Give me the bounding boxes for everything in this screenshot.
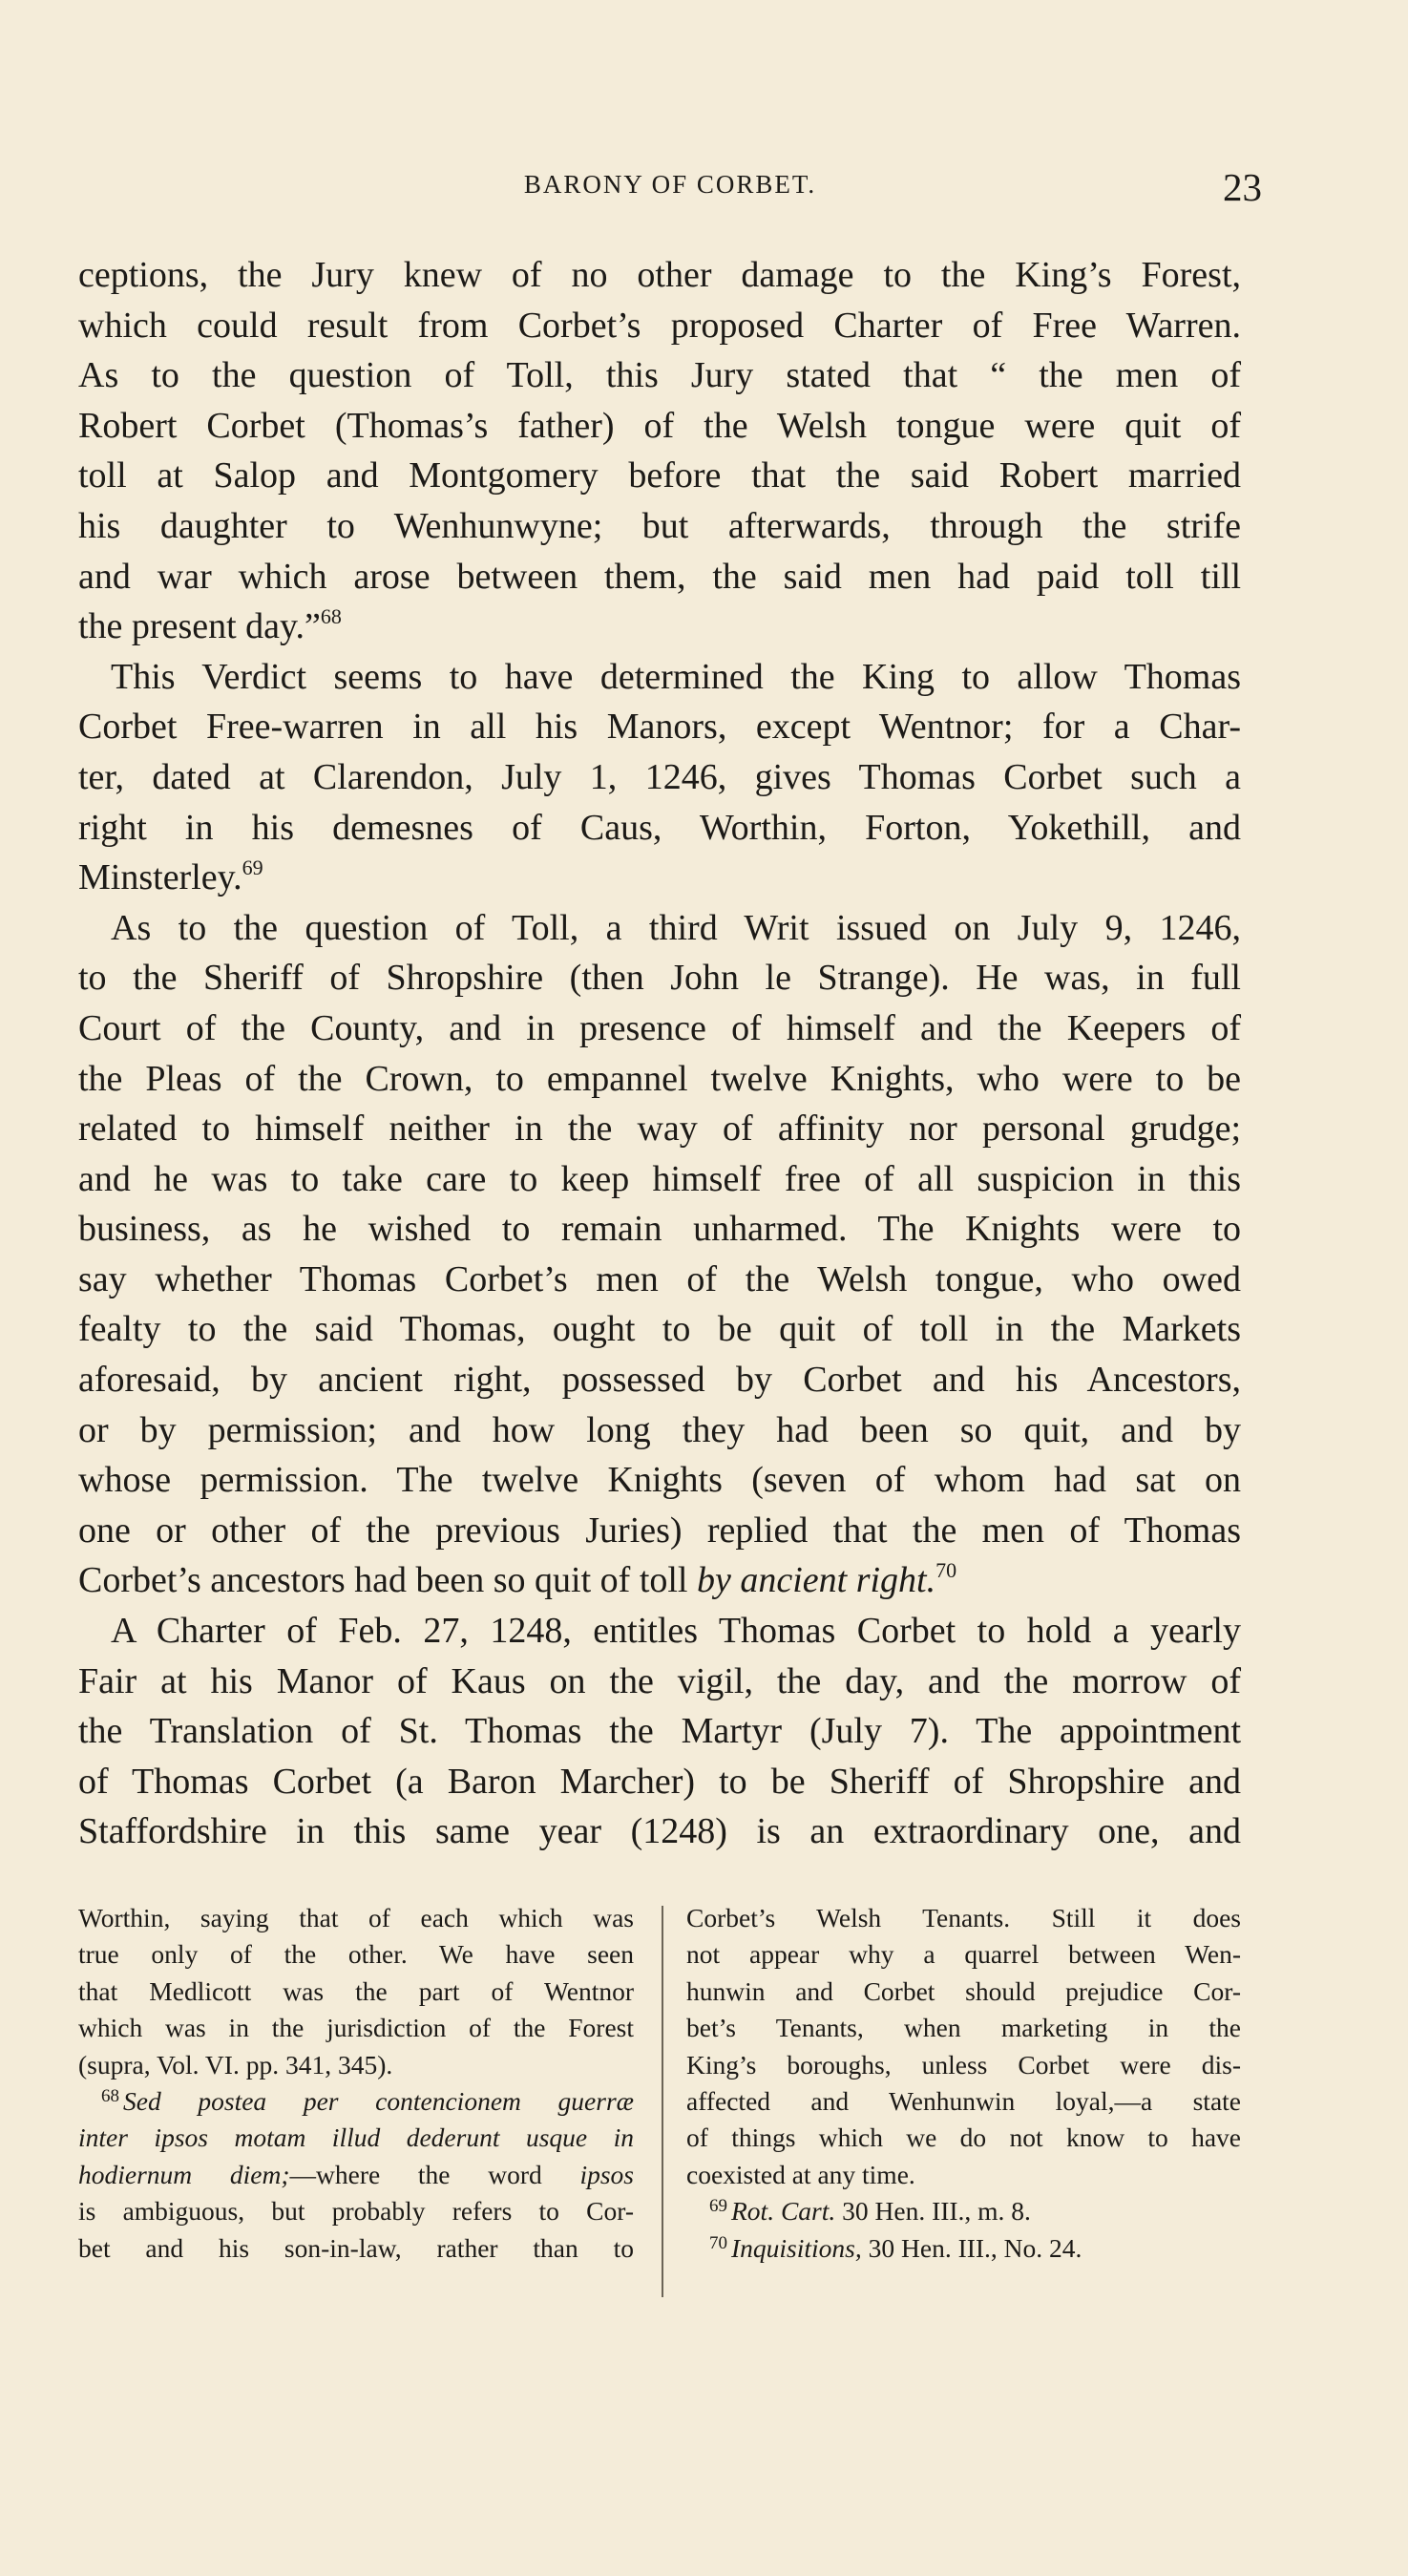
footnote-line: not appear why a quarrel between Wen-: [686, 1939, 1241, 1970]
footnote-line: $^{70}$ Inquisitions, 30 Hen. III., No. 24.: [709, 2232, 1082, 2263]
text-line: As to the question of Toll, this Jury stated that “ the men of: [78, 355, 1241, 396]
text-line: ceptions, the Jury knew of no other damage to the King’s Forest,: [78, 255, 1241, 295]
text-line: toll at Salop and Montgomery before that the said Robert married: [78, 455, 1241, 496]
text-line: or by permission; and how long they had been so quit, and by: [78, 1409, 1241, 1450]
running-title: BARONY OF CORBET.: [523, 170, 817, 199]
main-text: [78, 250, 1241, 1857]
footnote-line: $^{69}$ Rot. Cart. 30 Hen. III., m. 8.: [709, 2196, 1031, 2227]
text-line: Robert Corbet (Thomas’s father) of the Welsh tongue were quit of: [78, 405, 1241, 446]
text-line: say whether Thomas Corbet’s men of the Welsh tongue, who owed: [78, 1258, 1241, 1299]
running-head: [78, 164, 1262, 212]
text-line: ter, dated at Clarendon, July 1, 1246, gives Thomas Corbet such a: [78, 756, 1241, 797]
italic-phrase: by ancient right.: [697, 1560, 936, 1601]
text-line: Staffordshire in this same year (1248) is an extraordinary one, and: [78, 1811, 1241, 1852]
footnote-line: true only of the other. We have seen: [78, 1939, 634, 1970]
footnote-ref: 69: [242, 855, 263, 880]
footnotes: [78, 1900, 1241, 2330]
footnote-line: Corbet’s Welsh Tenants. Still it does: [686, 1903, 1241, 1932]
text-line: his daughter to Wenhunwyne; but afterwards, through the strife: [78, 505, 1241, 546]
text-line: Corbet Free-warren in all his Manors, except Wentnor; for a Char-: [78, 707, 1241, 748]
text-line: which could result from Corbet’s proposed Charter of Free Warren.: [78, 305, 1241, 346]
footnote-ref: 68: [320, 604, 342, 629]
footnote-line: hunwin and Corbet should prejudice Cor-: [686, 1975, 1241, 2006]
text-line: right in his demesnes of Caus, Worthin, Forton, Yokethill, and: [78, 807, 1241, 848]
footnote-line: hodiernum diem;—where the word ipsos: [78, 2159, 634, 2189]
text-line: one or other of the previous Juries) replied that the men of Thomas: [78, 1510, 1241, 1551]
text-line: Minsterley.$^{69}$: [78, 855, 263, 898]
text-line: As to the question of Toll, a third Writ issued on July 9, 1246,: [111, 907, 1241, 948]
text-line: Court of the County, and in presence of himself and the Keepers of: [78, 1007, 1241, 1048]
footnote-divider: [662, 1906, 663, 2297]
footnote-line: bet’s Tenants, when marketing in the: [686, 2013, 1241, 2043]
text-line: whose permission. The twelve Knights (seven of whom had sat on: [78, 1460, 1241, 1501]
footnote-line: (supra, Vol. VI. pp. 341, 345).: [78, 2049, 393, 2080]
text-line: the Translation of St. Thomas the Martyr (July 7). The appointment: [78, 1711, 1241, 1752]
text-line: Fair at his Manor of Kaus on the vigil, the day, and the morrow of: [78, 1660, 1241, 1701]
footnote-line: inter ipsos motam illud dederunt usque in: [78, 2122, 634, 2153]
text-line: business, as he wished to remain unharmed. The Knights were to: [78, 1209, 1241, 1250]
footnote-number: 70: [709, 2232, 727, 2253]
text-line: the present day.”$^{68}$: [78, 604, 342, 647]
footnote-column-right: [686, 1900, 1241, 2267]
page-number: 23: [1223, 165, 1262, 209]
footnote-line: Worthin, saying that of each which was: [78, 1903, 634, 1932]
footnote-number: 69: [709, 2196, 727, 2217]
text-line: the Pleas of the Crown, to empannel twelve Knights, who were to be: [78, 1058, 1241, 1099]
text-line: of Thomas Corbet (a Baron Marcher) to be Sheriff of Shropshire and: [78, 1761, 1241, 1802]
footnote-line: bet and his son-in-law, rather than to: [78, 2232, 634, 2263]
footnote-line: that Medlicott was the part of Wentnor: [78, 1975, 634, 2006]
footnote-column-left: [78, 1900, 634, 2267]
text-line: and he was to take care to keep himself free of all suspicion in this: [78, 1158, 1241, 1199]
footnote-ref: 70: [935, 1558, 957, 1583]
footnote-line: is ambiguous, but probably refers to Cor-: [78, 2196, 634, 2227]
footnote-line: of things which we do not know to have: [686, 2122, 1241, 2153]
text-line: and war which arose between them, the said men had paid toll till: [78, 556, 1241, 597]
text-line: related to himself neither in the way of affinity nor personal grudge;: [78, 1109, 1241, 1150]
text-line: to the Sheriff of Shropshire (then John le Strange). He was, in full: [78, 958, 1241, 999]
footnote-line: which was in the jurisdiction of the Forest: [78, 2013, 634, 2043]
text-line: fealty to the said Thomas, ought to be quit of toll in the Markets: [78, 1309, 1241, 1350]
footnote-number: 68: [101, 2085, 119, 2106]
text-line: This Verdict seems to have determined the King to allow Thomas: [111, 656, 1241, 697]
footnote-line: coexisted at any time.: [686, 2159, 915, 2189]
text-line: A Charter of Feb. 27, 1248, entitles Thomas Corbet to hold a yearly: [111, 1611, 1241, 1652]
footnote-line: $^{68}$ Sed postea per contencionem guerræ: [101, 2085, 634, 2116]
footnote-line: King’s boroughs, unless Corbet were dis-: [686, 2049, 1241, 2080]
footnote-line: affected and Wenhunwin loyal,—a state: [686, 2085, 1241, 2116]
text-line: Corbet’s ancestors had been so quit of toll by ancient right.$^{70}$: [78, 1558, 957, 1601]
text-line: aforesaid, by ancient right, possessed by Corbet and his Ancestors,: [78, 1360, 1241, 1401]
